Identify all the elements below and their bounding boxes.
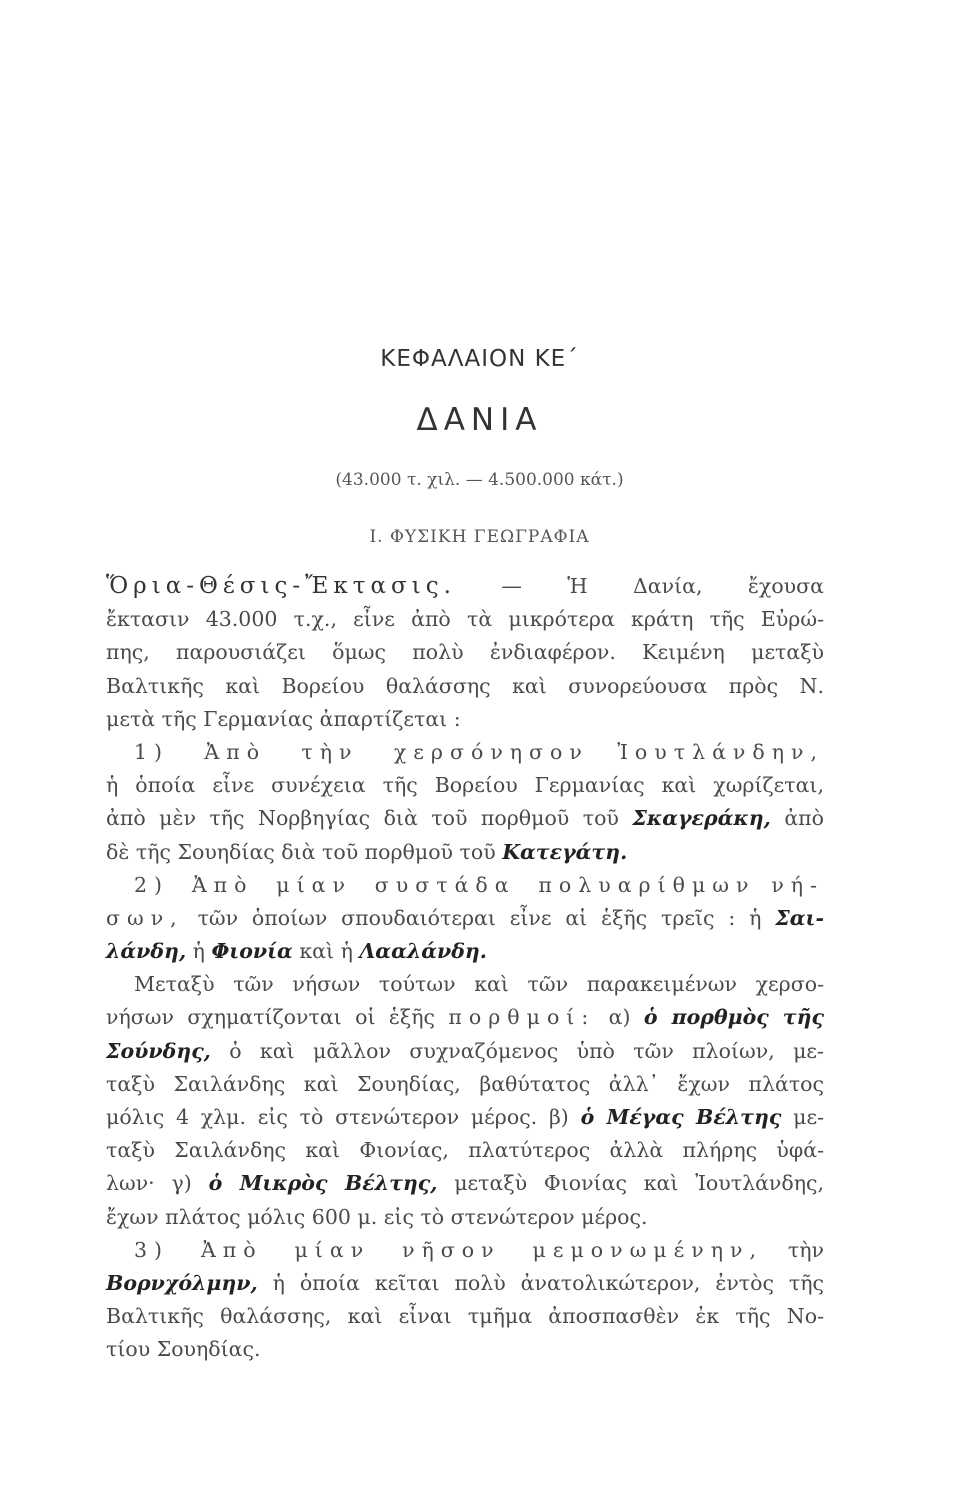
text-line: Μεταξὺ τῶν νήσων τούτων καὶ τῶν παρακειμένων χερσο- — [134, 972, 824, 997]
emphasized-term: λάνδη, — [106, 939, 187, 964]
country-title: ΔΑΝΙΑ — [416, 402, 543, 438]
text-segment: — Ἡ Δανία, ἔχουσα — [501, 574, 824, 598]
emphasized-term: ὁ πορθμὸς τῆς — [643, 1005, 824, 1030]
text-segment: ἀπὸ μὲν τῆς Νορβηγίας διὰ τοῦ πορθμοῦ τοῦ — [106, 806, 619, 831]
text-segment: τὴν — [787, 1237, 824, 1262]
text-line: μετὰ τῆς Γερμανίας ἀπαρτίζεται : — [106, 706, 461, 731]
text-segment: λων· γ) — [106, 1171, 192, 1196]
spaced-text: Ἰουτλάνδην, — [617, 739, 824, 764]
spaced-text: 3) Ἀπὸ μίαν νῆσον μεμονωμένην, — [134, 1237, 763, 1262]
text-segment: ἡ — [192, 939, 205, 964]
text-segment: ἀπὸ — [784, 806, 824, 831]
emphasized-term: Σαι- — [775, 905, 824, 930]
paragraph-heading: Ὅρια-Θέσις-Ἔκτασις. — [106, 573, 456, 599]
text-line — [106, 935, 824, 968]
text-line — [106, 1001, 824, 1034]
emphasized-term: ὁ Μικρὸς Βέλτης, — [208, 1171, 438, 1196]
emphasized-term: Φιονία — [211, 939, 293, 964]
spaced-text: νή- — [771, 872, 824, 897]
emphasized-term: Σκαγεράκη, — [632, 806, 771, 831]
text-line: Βαλτικῆς θαλάσσης, καὶ εἶναι τμῆμα ἀποσπασθὲν ἐκ τῆς Νο- — [106, 1304, 824, 1329]
text-line: Βαλτικῆς καὶ Βορείου θαλάσσης καὶ συνορεύουσα πρὸς Ν. — [106, 673, 824, 698]
emphasized-term: ὁ Μέγας Βέλτης — [580, 1105, 782, 1129]
text-line: πης, παρουσιάζει ὅμως πολὺ ἐνδιαφέρον. Κειμένη μεταξὺ — [106, 640, 824, 665]
text-segment: μόλις 4 χλμ. εἰς τὸ στενώτερον μέρος. β) — [106, 1105, 569, 1129]
text-line — [106, 1167, 824, 1200]
text-line — [106, 1101, 824, 1134]
text-line: ἔχων πλάτος μόλις 600 μ. εἰς τὸ στενώτερον μέρος. — [106, 1204, 648, 1229]
text-segment: ἡ ὁποία κεῖται πολὺ ἀνατολικώτερον, ἐντὸς τῆς — [272, 1270, 824, 1295]
emphasized-term: Κατεγάτη. — [502, 839, 628, 864]
text-segment: τῶν ὁποίων σπουδαιότεραι εἶνε αἱ ἑξῆς τρεῖς : ἡ — [197, 905, 762, 930]
text-line — [106, 570, 824, 603]
spaced-text: πορθμοί: — [448, 1005, 596, 1030]
text-line — [106, 736, 824, 769]
text-segment: με- — [793, 1105, 824, 1129]
text-line — [106, 836, 824, 869]
text-line — [106, 802, 824, 835]
spaced-text: 1) Ἀπὸ τὴν χερσόνησον — [134, 739, 589, 764]
text-line: ἡ ὁποία εἶνε συνέχεια τῆς Βορείου Γερμανίας καὶ χωρίζεται, — [106, 773, 824, 798]
text-segment: καὶ ἡ — [299, 939, 353, 964]
text-line: ταξὺ Σαιλάνδης καὶ Σουηδίας, βαθύτατος ἀλλ᾽ ἔχων πλάτος — [106, 1071, 824, 1096]
chapter-title: ΚΕΦΑΛΑΙΟΝ ΚΕ΄ — [380, 346, 579, 372]
text-line: τίου Σουηδίας. — [106, 1337, 261, 1362]
text-segment: α) — [608, 1005, 631, 1030]
emphasized-term: Λααλάνδη. — [359, 939, 487, 964]
area-population-stats: (43.000 τ. χιλ. — 4.500.000 κάτ.) — [335, 470, 624, 490]
emphasized-term: Σούνδης, — [106, 1038, 211, 1063]
text-line — [106, 869, 824, 902]
section-title: Ι. ΦΥΣΙΚΗ ΓΕΩΓΡΑΦΙΑ — [369, 527, 590, 547]
text-segment: μεταξὺ Φιονίας καὶ Ἰουτλάνδης, — [454, 1171, 824, 1196]
text-line — [106, 1267, 824, 1300]
text-segment: δὲ τῆς Σουηδίας διὰ τοῦ πορθμοῦ τοῦ — [106, 839, 496, 864]
text-line: ταξὺ Σαιλάνδης καὶ Φιονίας, πλατύτερος ἀλλὰ πλήρης ὑφά- — [106, 1138, 824, 1163]
emphasized-term: Βορνχόλμην, — [106, 1270, 258, 1295]
spaced-text: 2) Ἀπὸ μίαν συστάδα πολυαρίθμων — [134, 872, 756, 897]
text-segment: νήσων σχηματίζονται οἱ ἑξῆς — [106, 1005, 435, 1030]
text-segment: ὁ καὶ μᾶλλον συχναζόμενος ὑπὸ τῶν πλοίων, με- — [229, 1038, 824, 1063]
text-line — [106, 902, 824, 935]
text-line — [106, 1035, 824, 1068]
text-line: ἔκτασιν 43.000 τ.χ., εἶνε ἀπὸ τὰ μικρότερα κράτη τῆς Εὐρώ- — [106, 607, 824, 632]
text-line — [106, 1234, 824, 1267]
spaced-text: σων, — [106, 905, 184, 930]
body-text — [106, 570, 824, 1367]
